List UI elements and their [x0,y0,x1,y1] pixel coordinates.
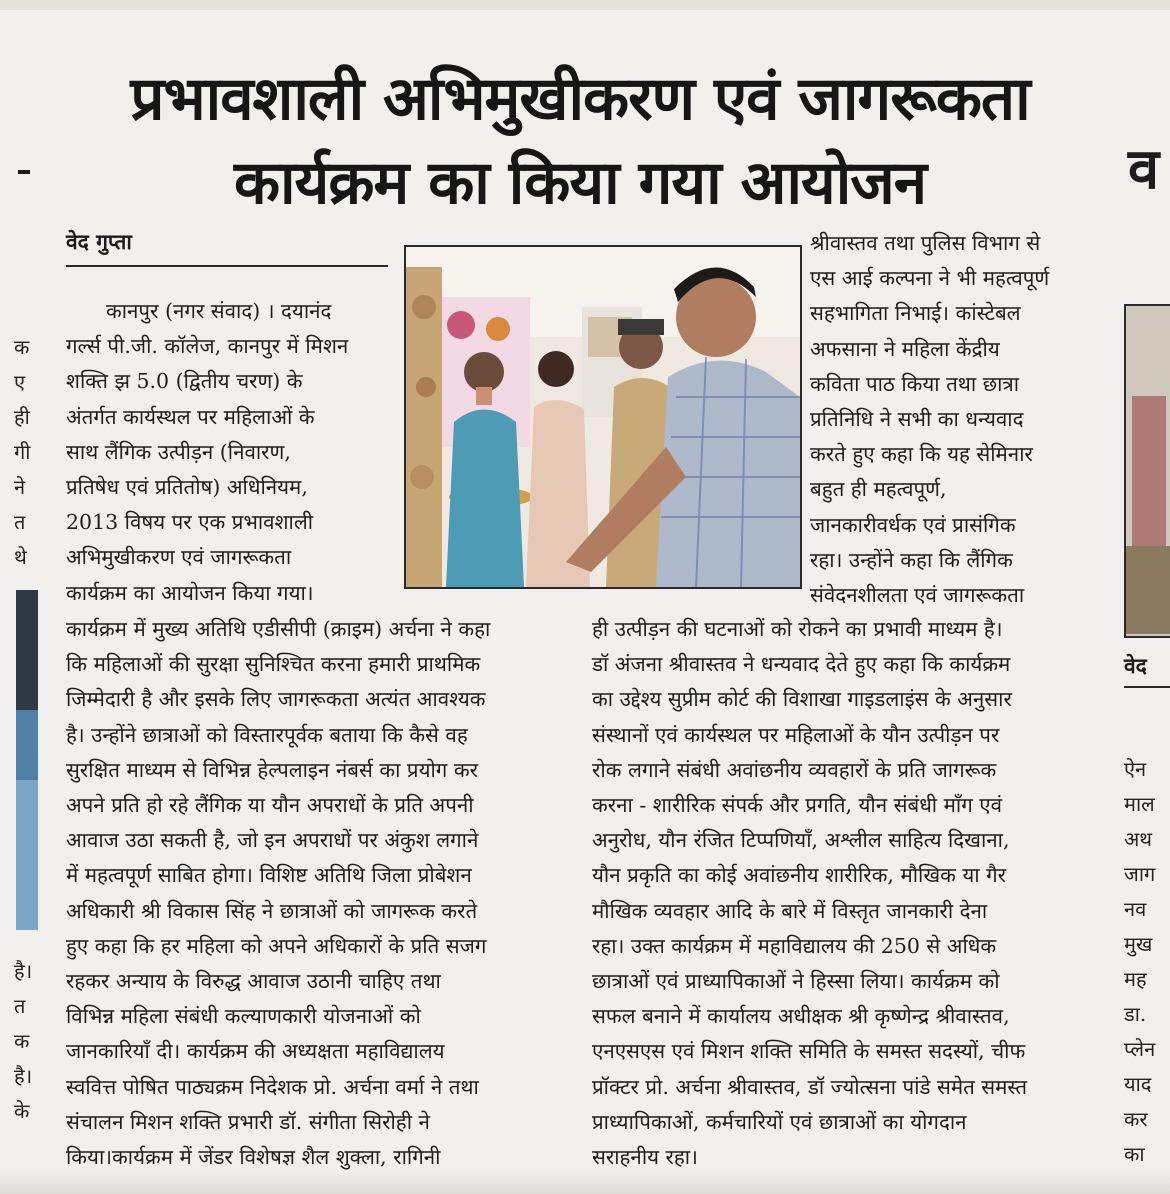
byline-rule [66,265,388,267]
lower-left-line: सुरक्षित माध्यम से विभिन्न हेल्पलाइन नंबर्स का प्रयोग कर [66,757,478,782]
event-photo [404,245,802,589]
col3-line: सहभागिता निभाई। कांस्टेबल [810,301,1021,326]
col3-line: रहा। उन्होंने कहा कि लैंगिक [810,547,1013,572]
right-margin-fragment: कर [1124,1107,1148,1131]
right-margin-fragment: ऐन [1124,757,1147,781]
right-margin-fragment: याद [1124,1072,1152,1096]
lower-left-line: किया।कार्यक्रम में जेंडर विशेषज्ञ शैल शुक्ला, रागिनी [66,1145,441,1170]
left-margin-fragment: क [14,335,30,359]
right-edge-byline: वेद [1124,654,1147,678]
right-margin-fragment: का [1124,1142,1145,1166]
lower-right-line: मौखिक व्यवहार आदि के बारे में विस्तृत जानकारी देना [592,898,988,923]
right-margin-fragment: नव [1124,897,1147,921]
left-margin-fragment: क [14,1029,30,1053]
col3-line: करते हुए कहा कि यह सेमिनार [810,442,1033,467]
left-margin-fragment: है। [14,1064,33,1088]
lower-right-line: रोक लगाने संबंधी अवांछनीय व्यवहारों के प्रति जागरूक [592,757,997,782]
lower-right-line: ही उत्पीड़न की घटनाओं को रोकने का प्रभावी माध्यम है। [592,617,1003,641]
lower-left-line: रहकर अन्याय के विरुद्ध आवाज उठानी चाहिए तथा [66,969,441,994]
right-edge-rule [1124,686,1170,688]
col3-line: अफसाना ने महिला केंद्रीय [810,336,1000,361]
lower-left-line: हुए कहा कि हर महिला को अपने अधिकारों के प्रति सजग [66,933,487,958]
lower-left-line: कार्यक्रम में मुख्य अतिथि एडीसीपी (क्राइम) अर्चना ने कहा [66,617,491,641]
lower-right-line: सराहनीय रहा। [592,1145,698,1170]
left-margin-fragment: गी [14,440,31,464]
col1-line: गर्ल्स पी.जी. कॉलेज, कानपुर में मिशन [66,334,349,359]
left-margin-dash [18,170,30,174]
lower-right-line: रहा। उक्त कार्यक्रम में महाविद्यालय की 250 से अधिक [592,933,997,958]
article-column-1 [66,294,388,611]
lower-right-line: प्राध्यापिकाओं, कर्मचारियों एवं छात्राओं का योगदान [592,1109,967,1134]
left-margin-fragment: ही [14,405,30,429]
right-margin-text [1124,752,1170,1172]
col1-line: प्रतिषेध एवं प्रतितोष) अधिनियम, [66,475,308,500]
left-margin-fragment: ए [14,370,26,394]
left-edge-photo [16,590,38,930]
article-column-lower-right [592,612,1082,1175]
lower-left-line: संचालन मिशन शक्ति प्रभारी डॉ. संगीता सिरोही ने [66,1109,430,1134]
headline-line-1: प्रभावशाली अभिमुखीकरण एवं जागरूकता [130,64,1030,134]
right-margin-fragment: माल [1124,792,1155,816]
lower-right-line: सफल बनाने में कार्यालय अधीक्षक श्री कृष्णेन्द्र श्रीवास्तव, [592,1004,1010,1029]
lower-left-line: कि महिलाओं की सुरक्षा सुनिश्चित करना हमारी प्राथमिक [66,652,481,677]
col3-line: कविता पाठ किया तथा छात्रा [810,371,1020,396]
left-margin-fragment: ने [14,475,26,499]
left-margin-fragment: त [14,994,26,1018]
left-margin-fragment: थे [14,545,27,569]
col3-line: जानकारीवर्धक एवं प्रासंगिक [810,512,1016,537]
lower-right-line: का उद्देश्य सुप्रीम कोर्ट की विशाखा गाइडलाइंस के अनुसार [592,687,1012,712]
col3-line: संवेदनशीलता एवं जागरूकता [810,583,1025,608]
right-margin-fragment: प्लेन [1124,1037,1156,1061]
lower-right-line: एनएसएस एवं मिशन शक्ति समिति के समस्त सदस्यों, चीफ [592,1039,1026,1064]
lower-right-line: प्रॉक्टर प्रो. अर्चना श्रीवास्तव, डॉ ज्योत्सना पांडे समेत समस्त [592,1074,1028,1099]
right-edge-photo [1124,304,1170,638]
right-margin-fragment: मुख [1124,932,1153,956]
col3-line: बहुत ही महत्वपूर्ण, [810,477,947,502]
lower-left-line: आवाज उठा सकती है, जो इन अपराधों पर अंकुश लगाने [66,828,479,853]
lower-right-line: करना - शारीरिक संपर्क और प्रगति, यौन संबंधी माँग एवं [592,793,1002,818]
col1-line: शक्ति झ 5.0 (द्वितीय चरण) के [66,369,303,394]
lower-right-line: छात्राओं एवं प्राध्यापिकाओं ने हिस्सा लिया। कार्यक्रम को [592,969,1000,994]
lower-right-line: डॉ अंजना श्रीवास्तव ने धन्यवाद देते हुए कहा कि कार्यक्रम [592,652,1011,677]
left-margin-text-top [14,330,44,575]
left-margin-fragment: है। [14,959,33,983]
article-column-lower-left [66,612,560,1175]
event-photo-illustration [406,247,800,587]
right-margin-fragment: डा. [1124,1002,1147,1026]
lower-left-line: अधिकारी श्री विकास सिंह ने छात्राओं को जागरूक करते [66,898,478,923]
right-margin-fragment: मह [1124,967,1147,991]
lower-left-line: अपने प्रति हो रहे लैंगिक या यौन अपराधों के प्रति अपनी [66,793,474,818]
col3-line: श्रीवास्तव तथा पुलिस विभाग से [810,231,1041,255]
col1-line: अभिमुखीकरण एवं जागरूकता [66,545,292,570]
col1-line: 2013 विषय पर एक प्रभावशाली [66,510,314,535]
bottom-edge-shade [0,1170,1170,1194]
top-cutoff-strip [0,0,1170,10]
lower-left-line: जानकारियाँ दी। कार्यक्रम की अध्यक्षता महाविद्यालय [66,1039,445,1064]
lower-right-line: अनुरोध, यौन रंजित टिप्पणियाँ, अश्लील साहित्य दिखाना, [592,828,1010,853]
lower-left-line: स्ववित्त पोषित पाठ्यक्रम निदेशक प्रो. अर्चना वर्मा ने तथा [66,1074,479,1099]
headline-line-2: कार्यक्रम का किया गया आयोजन [233,148,927,218]
right-margin-fragment: अथ [1124,827,1153,851]
col3-line: प्रतिनिधि ने सभी का धन्यवाद [810,407,1024,432]
col1-line: कार्यक्रम का आयोजन किया गया। [66,580,314,605]
lower-left-line: जिम्मेदारी है और इसके लिए जागरूकता अत्यंत आवश्यक [66,687,486,712]
lower-right-line: यौन प्रकृति का कोई अवांछनीय शारीरिक, मौखिक या गैर [592,863,1007,888]
left-margin-fragment: त [14,510,26,534]
lower-left-line: में महत्वपूर्ण साबित होगा। विशिष्ट अतिथि जिला प्रोबेशन [66,863,472,888]
article-column-3 [810,226,1082,613]
col3-line: एस आई कल्पना ने भी महत्वपूर्ण [810,266,1050,291]
lower-right-line: संस्थानों एवं कार्यस्थल पर महिलाओं के यौन उत्पीड़न पर [592,722,1000,747]
col1-line: साथ लैंगिक उत्पीड़न (निवारण, [66,439,291,464]
col1-line: अंतर्गत कार्यस्थल पर महिलाओं के [66,404,315,429]
lower-left-line: विभिन्न महिला संबंधी कल्याणकारी योजनाओं को [66,1004,421,1029]
byline: वेद गुप्ता [66,230,132,254]
left-margin-fragment: के [14,1099,30,1123]
left-margin-text-bottom [14,954,44,1129]
right-margin-fragment: जाग [1124,862,1156,886]
right-edge-headline-fragment: व [1128,137,1160,202]
col1-line: कानपुर (नगर संवाद) । दयानंद [106,299,332,323]
lower-left-line: है। उन्होंने छात्राओं को विस्तारपूर्वक बताया कि कैसे वह [66,722,468,747]
